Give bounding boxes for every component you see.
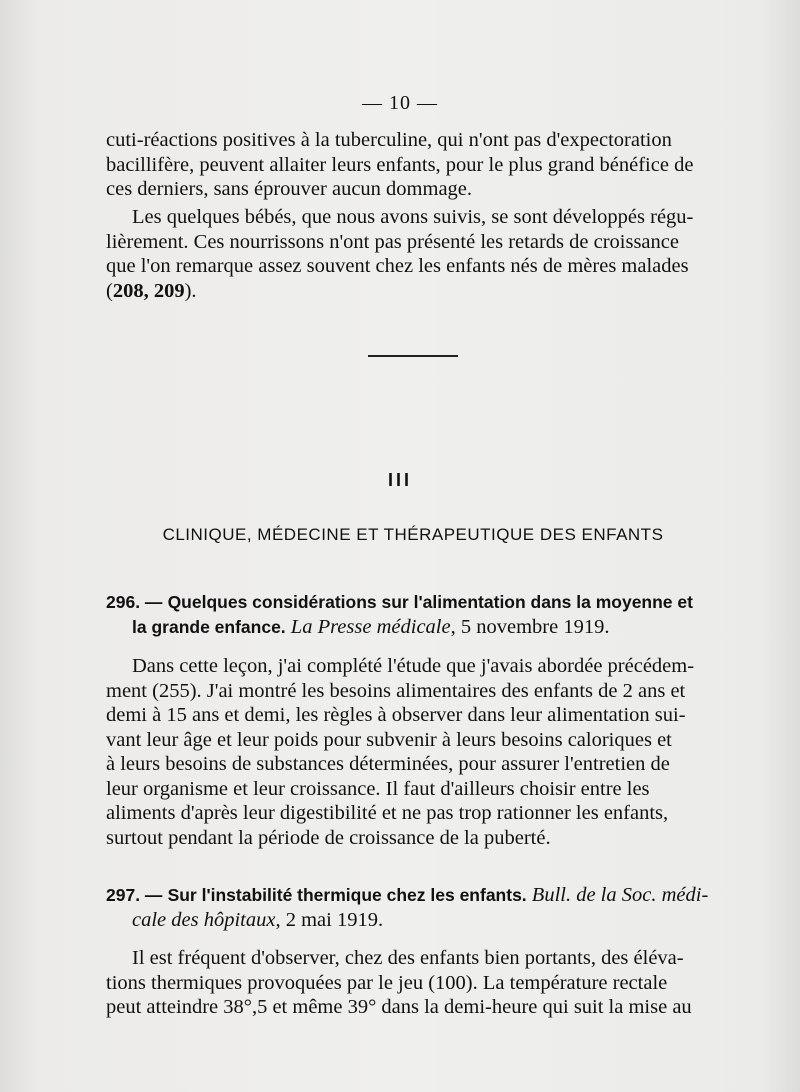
entry-heading-line xyxy=(106,908,720,933)
entry-296-body xyxy=(106,654,720,850)
text-line: Il est fréquent d'observer, chez des enfants bien portants, des éléva- xyxy=(132,947,684,969)
text-line: Dans cette leçon, j'ai complété l'étude que j'avais abordée précédem- xyxy=(132,655,695,677)
entry-heading-line xyxy=(106,615,720,640)
entry-title: Quelques considérations sur l'alimentation dans la moyenne et xyxy=(167,592,693,612)
text-line: aliments d'après leur digestibilité et ne pas trop rationner les enfants, xyxy=(106,802,669,824)
entry-297-body xyxy=(106,946,720,1020)
text-line: cuti-réactions positives à la tuberculine, qui n'ont pas d'expectoration xyxy=(106,129,672,151)
separator-rule xyxy=(368,355,458,357)
babies-paragraph xyxy=(106,205,720,303)
entry-number: 296. — xyxy=(106,592,163,612)
entry-number: 297. — xyxy=(106,885,163,905)
text-line: tions thermiques provoquées par le jeu (100). La température rectale xyxy=(106,971,668,994)
section-number: III xyxy=(387,470,412,490)
entry-heading-line xyxy=(106,883,720,908)
text-line: ces derniers, sans éprouver aucun dommage. xyxy=(106,178,473,200)
text-line: demi à 15 ans et demi, les règles à observer dans leur alimentation sui- xyxy=(106,704,686,726)
publication-date: , 5 novembre 1919. xyxy=(450,615,610,638)
text-line: que l'on remarque assez souvent chez les enfants nés de mères malades xyxy=(106,255,689,277)
text-line: lièrement. Ces nourrissons n'ont pas présenté les retards de croissance xyxy=(106,230,679,253)
section-title: CLINIQUE, MÉDECINE ET THÉRAPEUTIQUE DES ENFANTS xyxy=(162,525,664,544)
text-line: vant leur âge et leur poids pour subvenir à leurs besoins caloriques et xyxy=(106,728,672,751)
page-number: — 10 — xyxy=(362,92,438,114)
entry-heading-line xyxy=(106,590,720,615)
journal-name: La Presse médicale xyxy=(290,615,451,638)
reference-numbers: 208, 209 xyxy=(112,279,185,302)
text-line xyxy=(106,279,720,304)
entry-title-cont: la grande enfance. xyxy=(132,616,286,637)
text-line: à leurs besoins de substances déterminées, pour assurer l'entretien de xyxy=(106,753,670,775)
paren-open: ( xyxy=(106,279,113,302)
intro-paragraph xyxy=(106,128,720,202)
text-line: leur organisme et leur croissance. Il faut d'ailleurs choisir entre les xyxy=(106,777,650,800)
text-line: peut atteindre 38°,5 et même 39° dans la demi-heure qui suit la mise au xyxy=(106,996,692,1018)
entry-title: Sur l'instabilité thermique chez les enfants. xyxy=(167,885,527,905)
entry-296-heading xyxy=(106,590,720,639)
text-line: ment (255). J'ai montré les besoins alimentaires des enfants de 2 ans et xyxy=(106,679,686,702)
text-line: surtout pendant la période de croissance de la puberté. xyxy=(106,826,551,849)
publication-date: , 2 mai 1919. xyxy=(275,908,384,931)
text-line: Les quelques bébés, que nous avons suivis, se sont développés régu- xyxy=(132,206,694,228)
journal-name-cont: cale des hôpitaux xyxy=(132,908,276,931)
paren-close: ). xyxy=(184,279,197,302)
journal-name: Bull. de la Soc. médi- xyxy=(531,884,709,906)
entry-297-heading xyxy=(106,883,720,932)
text-line: bacillifère, peuvent allaiter leurs enfants, pour le plus grand bénéfice de xyxy=(106,153,694,176)
